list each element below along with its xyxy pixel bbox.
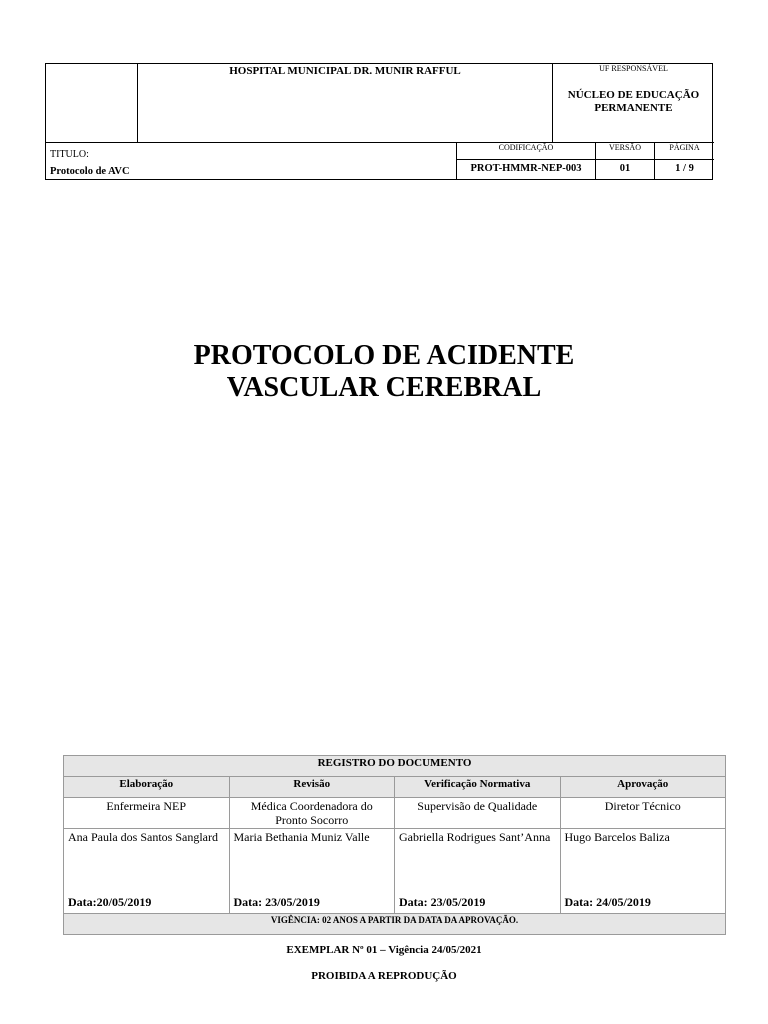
titulo-label: TITULO: — [50, 149, 89, 160]
vigencia-note: VIGÊNCIA: 02 ANOS A PARTIR DA DATA DA APROVAÇÃO. — [64, 914, 726, 935]
codificacao-label: CODIFICAÇÃO — [498, 143, 554, 152]
signer-elaboracao — [64, 829, 230, 914]
header-aprovacao: Aprovação — [560, 777, 726, 798]
uf-cell — [553, 64, 714, 142]
signer-date: Data:20/05/2019 — [68, 895, 152, 909]
signer-revisao — [229, 829, 395, 914]
header-revisao: Revisão — [229, 777, 395, 798]
signer-name: Hugo Barcelos Baliza — [564, 830, 670, 844]
codificacao-value: PROT-HMMR-NEP-003 — [470, 163, 582, 174]
document-title — [0, 340, 768, 404]
codes-block — [456, 142, 714, 180]
hospital-cell — [138, 64, 553, 142]
document-header — [45, 63, 713, 180]
logo-cell — [46, 64, 138, 142]
registro-title: REGISTRO DO DOCUMENTO — [64, 756, 726, 777]
uf-value: NÚCLEO DE EDUCAÇÃO PERMANENTE — [567, 89, 700, 114]
pagina-cell — [655, 142, 714, 180]
signer-verificacao — [395, 829, 561, 914]
role-elaboracao: Enfermeira NEP — [64, 798, 230, 829]
signer-date: Data: 23/05/2019 — [399, 895, 486, 909]
registro-role-row — [64, 798, 726, 829]
role-revisao: Médica Coordenadora do Pronto Socorro — [229, 798, 395, 829]
role-aprovacao: Diretor Técnico — [560, 798, 726, 829]
versao-value: 01 — [619, 163, 631, 174]
exemplar-note: EXEMPLAR Nº 01 – Vigência 24/05/2021 — [286, 944, 482, 956]
registro-table — [63, 755, 726, 935]
uf-label: UF RESPONSÁVEL — [599, 64, 668, 73]
registro-names-row — [64, 829, 726, 914]
versao-label: VERSÃO — [608, 143, 641, 152]
signer-name: Ana Paula dos Santos Sanglard — [68, 830, 218, 844]
signer-name: Maria Bethania Muniz Valle — [233, 830, 370, 844]
signer-date: Data: 24/05/2019 — [564, 895, 651, 909]
registro-header-row — [64, 777, 726, 798]
document-title-line1: PROTOCOLO DE ACIDENTE — [193, 340, 575, 371]
header-verificacao: Verificação Normativa — [395, 777, 561, 798]
role-verificacao: Supervisão de Qualidade — [395, 798, 561, 829]
document-title-line2: VASCULAR CEREBRAL — [226, 372, 542, 403]
pagina-value: 1 / 9 — [675, 163, 694, 174]
titulo-value: Protocolo de AVC — [50, 166, 130, 177]
titulo-cell — [46, 142, 456, 180]
versao-cell — [596, 142, 655, 180]
signer-aprovacao — [560, 829, 726, 914]
pagina-label: PÁGINA — [669, 143, 700, 152]
hospital-name: HOSPITAL MUNICIPAL DR. MUNIR RAFFUL — [229, 65, 461, 77]
signer-name: Gabriella Rodrigues Sant’Anna — [399, 830, 551, 844]
signer-date: Data: 23/05/2019 — [233, 895, 320, 909]
header-elaboracao: Elaboração — [64, 777, 230, 798]
reproduction-notice: PROIBIDA A REPRODUÇÃO — [311, 970, 457, 982]
codificacao-cell — [457, 142, 596, 180]
